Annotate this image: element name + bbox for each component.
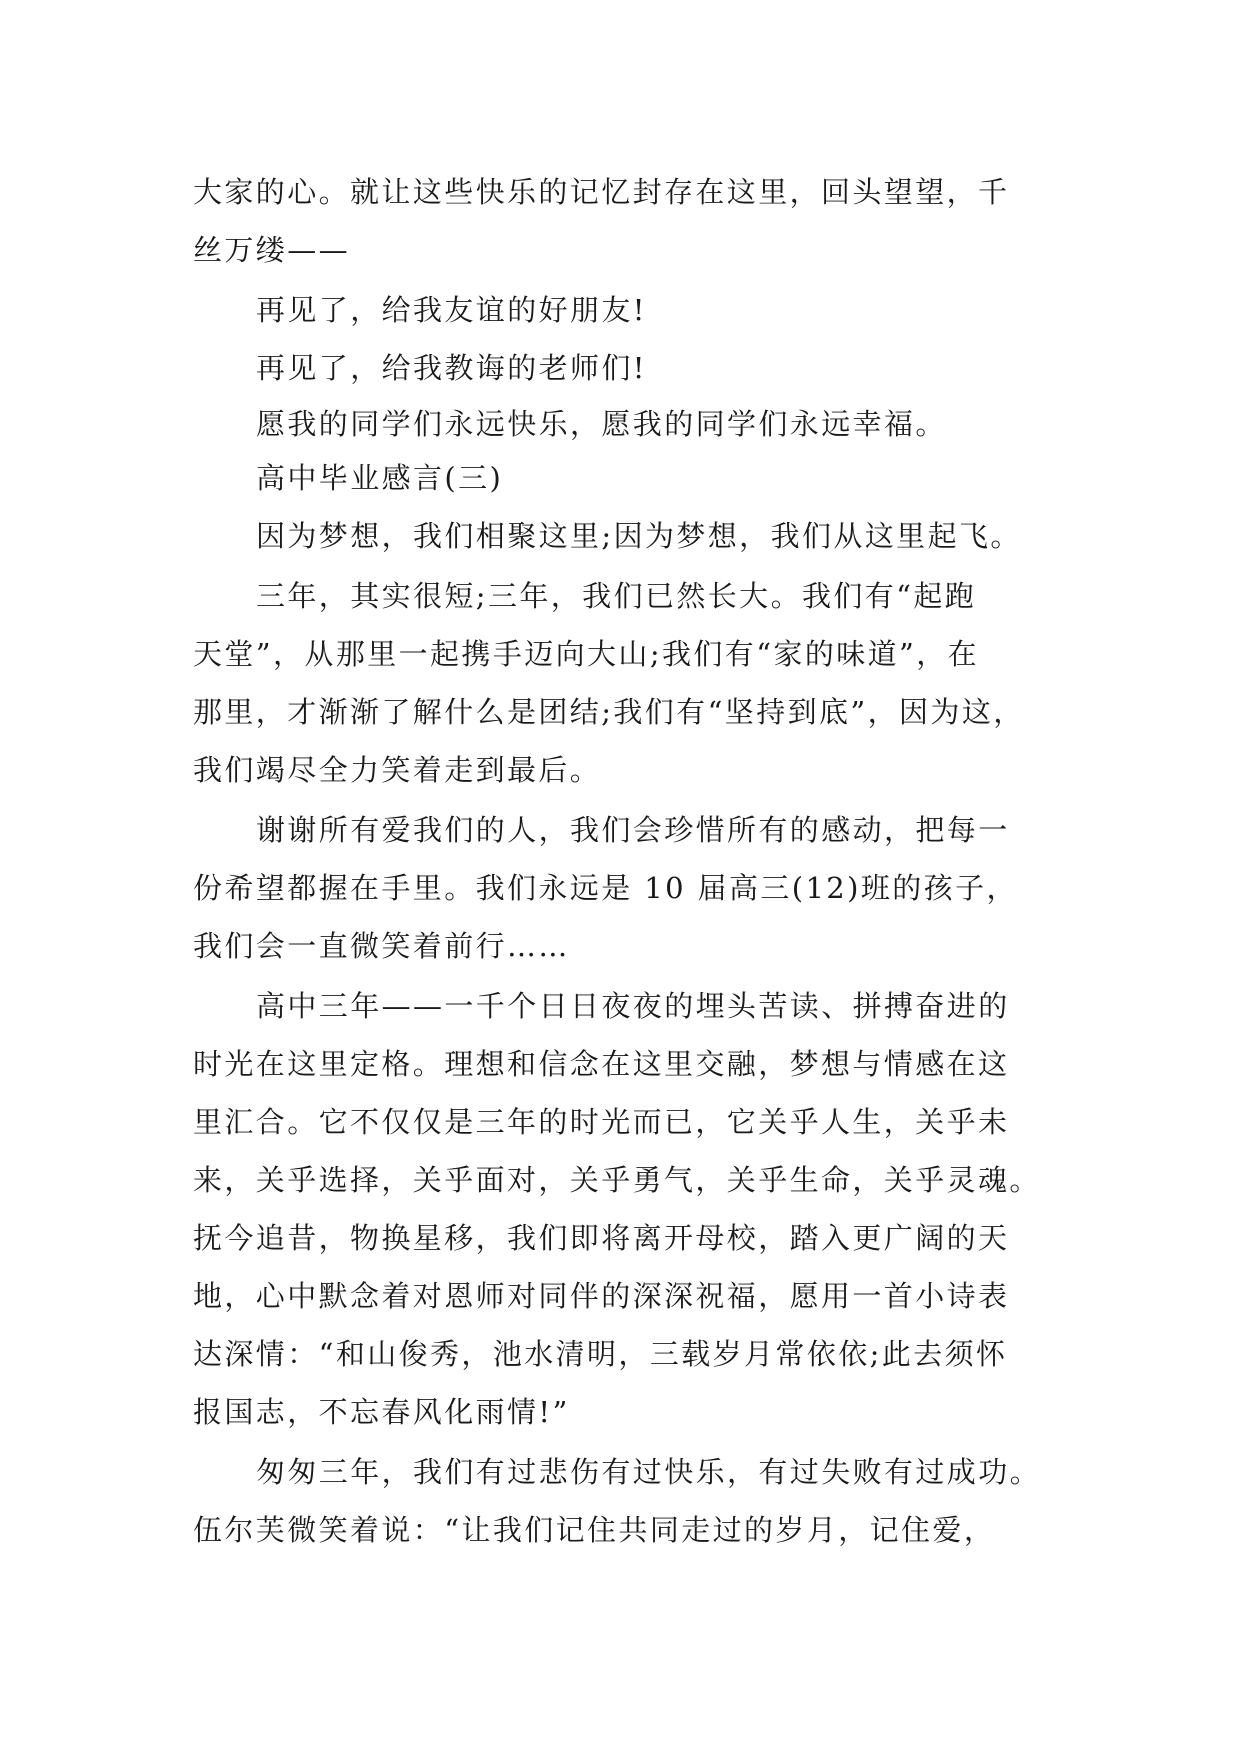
text-line: 里汇合。它不仅仅是三年的时光而已，它关乎人生，关乎未 <box>193 1105 1010 1139</box>
text-line: 再见了，给我教诲的老师们! <box>256 351 647 385</box>
text-line: 来，关乎选择，关乎面对，关乎勇气，关乎生命，关乎灵魂。 <box>193 1163 1041 1197</box>
text-line: 份希望都握在手里。我们永远是 10 届高三(12)班的孩子， <box>193 871 1018 905</box>
text-line: 抚今追昔，物换星移，我们即将离开母校，踏入更广阔的天 <box>193 1221 1010 1255</box>
text-line: 我们会一直微笑着前行…… <box>193 929 570 963</box>
section-heading: 高中毕业感言(三) <box>256 461 504 495</box>
text-line: 高中三年——一千个日日夜夜的埋头苦读、拼搏奋进的 <box>256 989 1010 1023</box>
text-line: 那里，才渐渐了解什么是团结;我们有“坚持到底”，因为这， <box>193 695 1025 729</box>
text-line: 丝万缕—— <box>193 233 351 267</box>
text-line: 伍尔芙微笑着说：“让我们记住共同走过的岁月，记住爱， <box>193 1513 996 1547</box>
text-line: 再见了，给我友谊的好朋友! <box>256 293 647 327</box>
text-line: 因为梦想，我们相聚这里;因为梦想，我们从这里起飞。 <box>256 519 1022 553</box>
text-line: 我们竭尽全力笑着走到最后。 <box>193 753 602 787</box>
text-line: 天堂”，从那里一起携手迈向大山;我们有“家的味道”，在 <box>193 637 980 671</box>
text-line: 地，心中默念着对恩师对同伴的深深祝福，愿用一首小诗表 <box>193 1279 1010 1313</box>
text-line: 愿我的同学们永远快乐，愿我的同学们永远幸福。 <box>256 407 947 441</box>
text-line: 三年，其实很短;三年，我们已然长大。我们有“起跑 <box>256 579 977 613</box>
text-line: 达深情：“和山俊秀，池水清明，三载岁月常依依;此去须怀 <box>193 1337 1008 1371</box>
text-line: 大家的心。就让这些快乐的记忆封存在这里，回头望望，千 <box>193 175 1010 209</box>
text-line: 匆匆三年，我们有过悲伤有过快乐，有过失败有过成功。 <box>256 1455 1042 1489</box>
text-line: 谢谢所有爱我们的人，我们会珍惜所有的感动，把每一 <box>256 813 1010 847</box>
text-line: 报国志，不忘春风化雨情!” <box>193 1395 570 1429</box>
text-line: 时光在这里定格。理想和信念在这里交融，梦想与情感在这 <box>193 1047 1010 1081</box>
